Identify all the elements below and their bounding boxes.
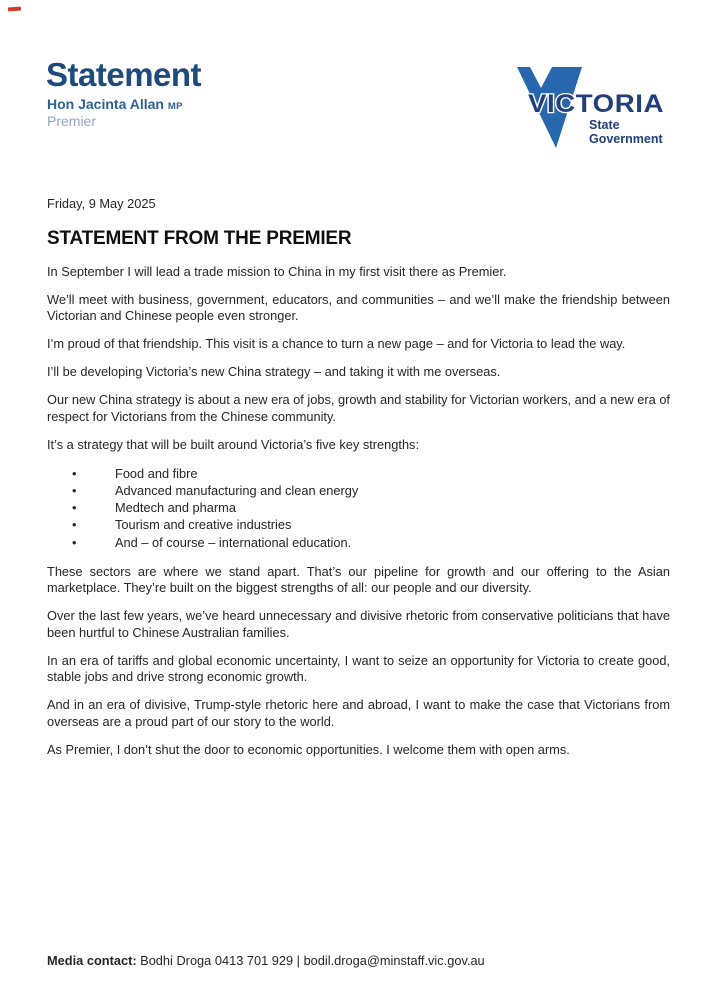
bullet-icon: •	[72, 500, 77, 516]
key-strengths-list	[47, 465, 670, 551]
page-title: STATEMENT FROM THE PREMIER	[47, 227, 352, 249]
body-paragraph: Our new China strategy is about a new era of jobs, growth and stability for Victorian workers, and a new era of respect for Victorians from the Chinese community.	[47, 392, 670, 424]
body-paragraph: In an era of tariffs and global economic uncertainty, I want to seize an opportunity for Victoria to create good, stable jobs and drive strong economic growth.	[47, 652, 670, 685]
victoria-government-logo	[503, 56, 675, 154]
body-paragraph: We’ll meet with business, government, educators, and communities – and we’ll make the friendship between Victorian and Chinese people even stronger.	[47, 291, 670, 324]
bullet-icon: •	[72, 482, 77, 498]
list-item	[47, 499, 670, 516]
list-item	[47, 534, 670, 551]
body-paragraph: I’m proud of that friendship. This visit is a chance to turn a new page – and for Victoria to lead the way.	[47, 336, 626, 352]
media-contact	[47, 953, 485, 968]
list-item-label: And – of course – international education.	[115, 534, 352, 550]
body-paragraph: As Premier, I don’t shut the door to economic opportunities. I welcome them with open arms.	[47, 742, 570, 758]
document-body	[47, 196, 670, 759]
body-paragraph: I’ll be developing Victoria’s new China strategy – and taking it with me overseas.	[47, 364, 501, 380]
body-paragraph: In September I will lead a trade mission to China in my first visit there as Premier.	[47, 263, 507, 279]
body-paragraph: It’s a strategy that will be built around Victoria’s five key strengths:	[47, 436, 420, 452]
body-paragraph: And in an era of divisive, Trump-style rhetoric here and abroad, I want to make the case that Victorians from overseas are a proud part of our story to the world.	[47, 697, 670, 730]
red-pen-mark	[8, 7, 21, 12]
body-paragraph: Over the last few years, we’ve heard unnecessary and divisive rhetoric from conservative politicians that have been hurtful to Chinese Australian families.	[47, 608, 670, 640]
media-contact-value: Bodhi Droga 0413 701 929 | bodil.droga@minstaff.vic.gov.au	[140, 953, 485, 968]
author-name	[47, 96, 183, 112]
bullet-icon: •	[72, 465, 77, 481]
logo-wordmark: VICTORIA	[528, 90, 664, 118]
list-item-label: Food and fibre	[115, 465, 198, 481]
list-item-label: Advanced manufacturing and clean energy	[115, 482, 359, 498]
author-role: Premier	[47, 113, 97, 129]
list-item	[47, 516, 670, 533]
masthead-title: Statement	[46, 56, 202, 93]
author-name-text: Hon Jacinta Allan	[47, 96, 164, 112]
logo-state-label: State	[589, 118, 620, 132]
list-item-label: Medtech and pharma	[115, 500, 236, 516]
document-date: Friday, 9 May 2025	[47, 196, 156, 211]
media-contact-label: Media contact:	[47, 953, 137, 968]
author-postnominal: MP	[167, 101, 183, 112]
list-item	[47, 482, 670, 499]
bullet-icon: •	[72, 517, 77, 533]
list-item	[47, 465, 670, 482]
logo-government-label: Government	[589, 132, 663, 146]
body-paragraph: These sectors are where we stand apart. That’s our pipeline for growth and our offering to the Asian marketplace. They’re built on the biggest strengths of all: our people and our diversity.	[47, 563, 670, 596]
bullet-icon: •	[72, 534, 77, 550]
list-item-label: Tourism and creative industries	[115, 517, 292, 533]
